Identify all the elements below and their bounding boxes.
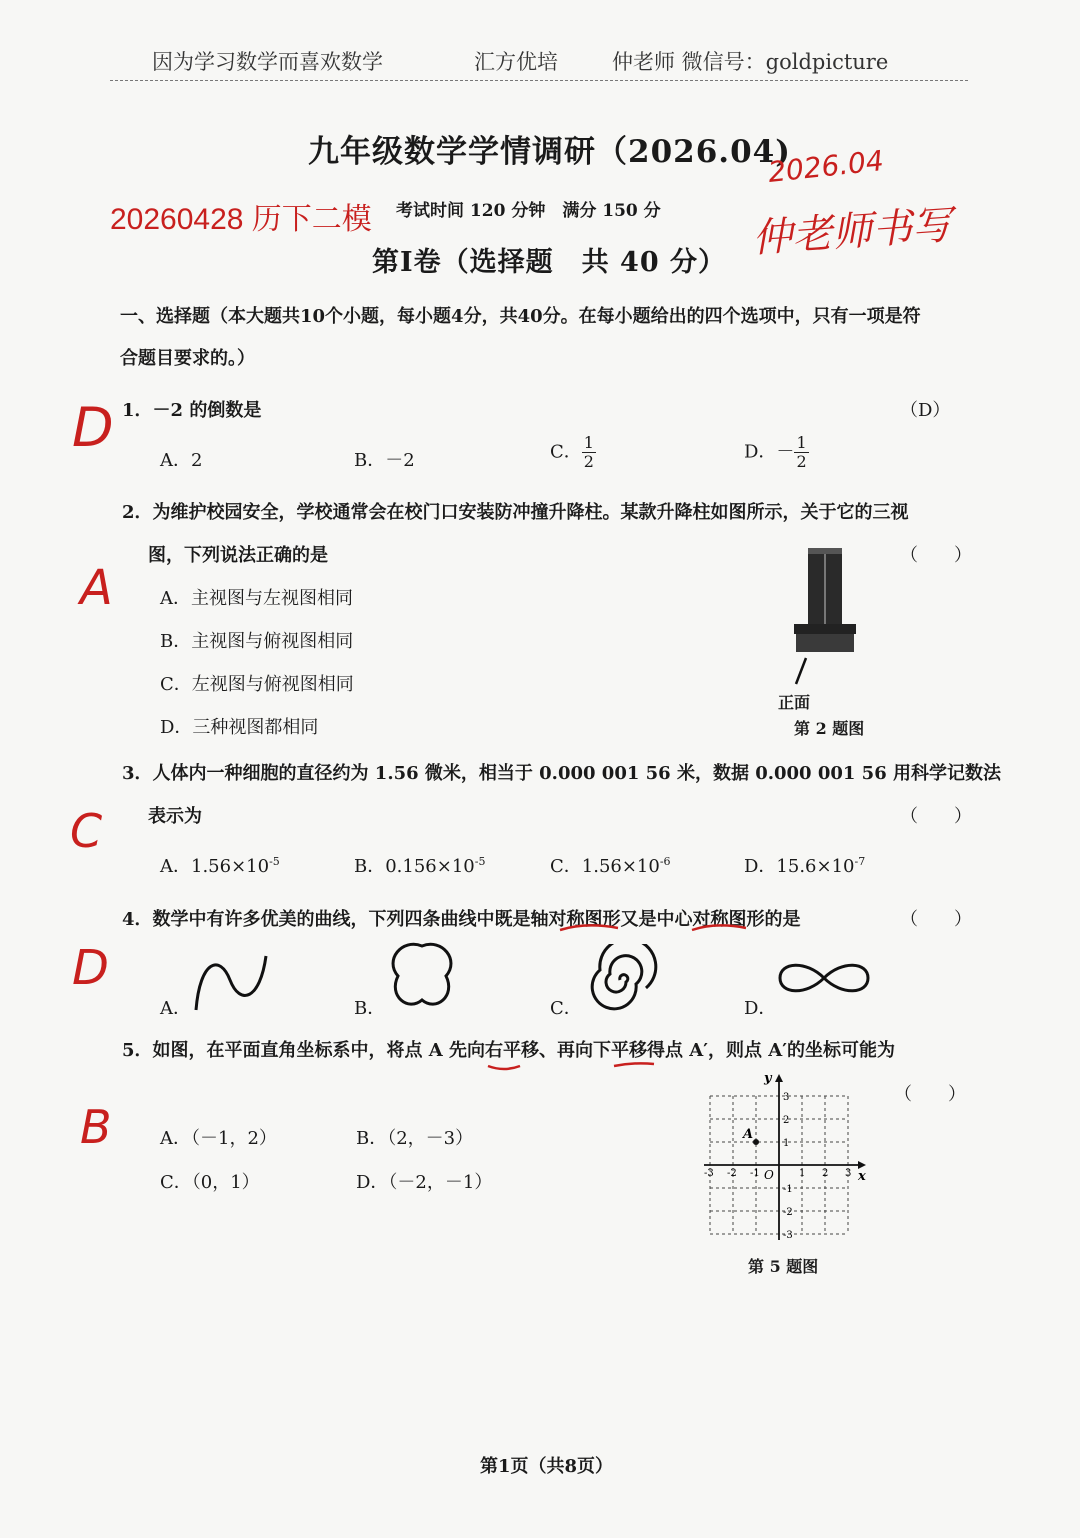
header-left-text: 因为学习数学而喜欢数学 xyxy=(152,50,383,74)
q4-curve-b xyxy=(384,938,460,1014)
q5-option-d: D．（－2，－1） xyxy=(356,1172,493,1193)
header-middle-text: 汇方优培 xyxy=(474,50,558,74)
q4-stem: 4．数学中有许多优美的曲线，下列四条曲线中既是轴对称图形又是中心对称图形的是 xyxy=(122,909,801,930)
q4-option-b: B． xyxy=(354,998,386,1019)
y-axis-label: y xyxy=(764,1071,772,1086)
q1-c-denominator: 2 xyxy=(583,452,594,471)
bollard-flange xyxy=(794,624,856,634)
q3-option-b-exp: -5 xyxy=(474,855,486,868)
section-instruction-line2: 合题目要求的。） xyxy=(120,348,255,369)
header-right-text: 仲老师 微信号：goldpicture xyxy=(612,50,889,74)
q1-option-c xyxy=(550,434,596,471)
point-a xyxy=(753,1139,759,1145)
q3-stem-line1: 3．人体内一种细胞的直径约为 1.56 微米，相当于 0.000 001 56 米，数据 0.000 001 56 用科学记数法 xyxy=(122,763,1001,784)
x-tick: 1 xyxy=(799,1168,806,1179)
y-tick: -3 xyxy=(783,1230,793,1241)
q4-answer-mark: D xyxy=(72,940,109,996)
q3-option-d-exp: -7 xyxy=(854,855,866,868)
q5-stem: 5．如图，在平面直角坐标系中，将点 A 先向右平移、再向下平移得点 A′，则点 A′的坐标可能为 xyxy=(122,1040,895,1061)
q2-answer-mark: A xyxy=(80,560,113,616)
q5-answer-paren: （ ） xyxy=(894,1084,966,1105)
q1-option-d-fraction xyxy=(794,434,808,471)
q1-answer-mark: D xyxy=(72,396,114,459)
q2-front-label: 正面 xyxy=(778,693,811,712)
q2-option-a: A．主视图与左视图相同 xyxy=(160,588,353,609)
page-number: 第1页（共8页） xyxy=(480,1456,614,1477)
q3-option-d-label: D．15.6×10 xyxy=(744,856,855,877)
handwritten-date: 2026.04 xyxy=(766,144,886,189)
page-title: 九年级数学学情调研（2026.04) xyxy=(308,134,791,170)
q4-option-a: A． xyxy=(160,998,191,1019)
q3-option-d xyxy=(744,852,865,878)
y-tick: -1 xyxy=(783,1184,793,1195)
q5-coordinate-grid xyxy=(700,1068,870,1244)
x-tick: -3 xyxy=(704,1168,714,1179)
x-tick: 3 xyxy=(845,1168,852,1179)
front-pointer xyxy=(796,658,806,684)
q1-stem: 1．－2 的倒数是 xyxy=(122,400,262,421)
y-tick-labels xyxy=(783,1092,793,1241)
header-divider xyxy=(110,80,968,81)
q4-curve-d xyxy=(776,958,872,998)
q2-option-b: B．主视图与俯视图相同 xyxy=(160,631,354,652)
q4-curve-a xyxy=(190,950,270,1014)
q4-curve-c xyxy=(580,944,660,1014)
y-tick: 1 xyxy=(783,1138,790,1149)
q3-option-b xyxy=(354,852,485,878)
q1-option-c-fraction xyxy=(582,434,596,471)
q3-option-a-exp: -5 xyxy=(269,855,280,868)
y-tick: -2 xyxy=(783,1207,793,1218)
q1-answer-paren: （D） xyxy=(900,400,951,421)
q3-option-c-label: C．1.56×10 xyxy=(550,856,660,877)
q3-option-c xyxy=(550,852,671,878)
q1-d-denominator: 2 xyxy=(796,452,807,471)
q3-option-c-exp: -6 xyxy=(659,855,671,868)
origin-label: O xyxy=(764,1168,774,1182)
q3-option-a-label: A．1.56×10 xyxy=(160,856,270,877)
q3-option-b-label: B．0.156×10 xyxy=(354,856,475,877)
x-tick: -1 xyxy=(750,1168,760,1179)
q5-option-c: C．（0，1） xyxy=(160,1172,260,1193)
q1-c-numerator: 1 xyxy=(583,433,594,452)
point-a-label: A xyxy=(743,1127,754,1142)
q4-answer-paren: （ ） xyxy=(900,909,972,930)
q3-answer-mark: C xyxy=(70,804,103,858)
handwritten-signature: 仲老师书写 xyxy=(750,202,954,262)
q2-stem-line2: 图，下列说法正确的是 xyxy=(148,545,328,566)
q2-bollard-figure xyxy=(786,546,866,696)
q1-option-c-label: C． xyxy=(550,441,582,463)
q5-answer-mark: B xyxy=(80,1100,112,1154)
x-tick-labels xyxy=(704,1168,851,1179)
q2-figure-caption: 第 2 题图 xyxy=(794,719,865,738)
q1-option-d xyxy=(744,434,809,471)
bollard-base xyxy=(796,634,854,652)
q1-option-b: B．－2 xyxy=(354,450,415,471)
q5-option-b: B．（2，－3） xyxy=(356,1128,474,1149)
volume-title: 第Ⅰ卷（选择题 共 40 分） xyxy=(372,247,727,278)
x-axis-arrow xyxy=(858,1161,866,1169)
q1-option-a: A．2 xyxy=(160,450,203,471)
x-axis-label: x xyxy=(858,1169,866,1184)
x-tick: 2 xyxy=(822,1168,829,1179)
q2-stem-line1: 2．为维护校园安全，学校通常会在校门口安装防冲撞升降柱。某款升降柱如图所示，关于它的三视 xyxy=(122,502,909,523)
q5-option-a: A．（－1，2） xyxy=(160,1128,277,1149)
q4-underline-marks xyxy=(556,922,756,936)
y-axis-arrow xyxy=(775,1074,783,1082)
q2-option-c: C．左视图与俯视图相同 xyxy=(160,674,354,695)
q3-option-a xyxy=(160,852,280,878)
q1-d-numerator: 1 xyxy=(796,433,807,452)
q3-answer-paren: （ ） xyxy=(900,806,972,827)
q4-option-d: D． xyxy=(744,998,777,1019)
x-tick: -2 xyxy=(727,1168,737,1179)
y-tick: 2 xyxy=(783,1115,790,1126)
q3-stem-line2: 表示为 xyxy=(148,806,202,827)
q4-option-c: C． xyxy=(550,998,582,1019)
exam-info: 考试时间 120 分钟 满分 150 分 xyxy=(396,201,661,221)
q5-figure-caption: 第 5 题图 xyxy=(748,1257,819,1276)
section-instruction-line1: 一、选择题（本大题共10个小题，每小题4分，共40分。在每小题给出的四个选项中，只有一项是符 xyxy=(120,306,921,327)
exam-code-red: 20260428 历下二模 xyxy=(110,203,372,236)
q2-answer-paren: （ ） xyxy=(900,545,972,566)
q1-option-d-label: D．－ xyxy=(744,441,795,463)
q5-underline-marks xyxy=(484,1060,684,1074)
q2-option-d: D．三种视图都相同 xyxy=(160,717,319,738)
y-tick: 3 xyxy=(783,1092,790,1103)
